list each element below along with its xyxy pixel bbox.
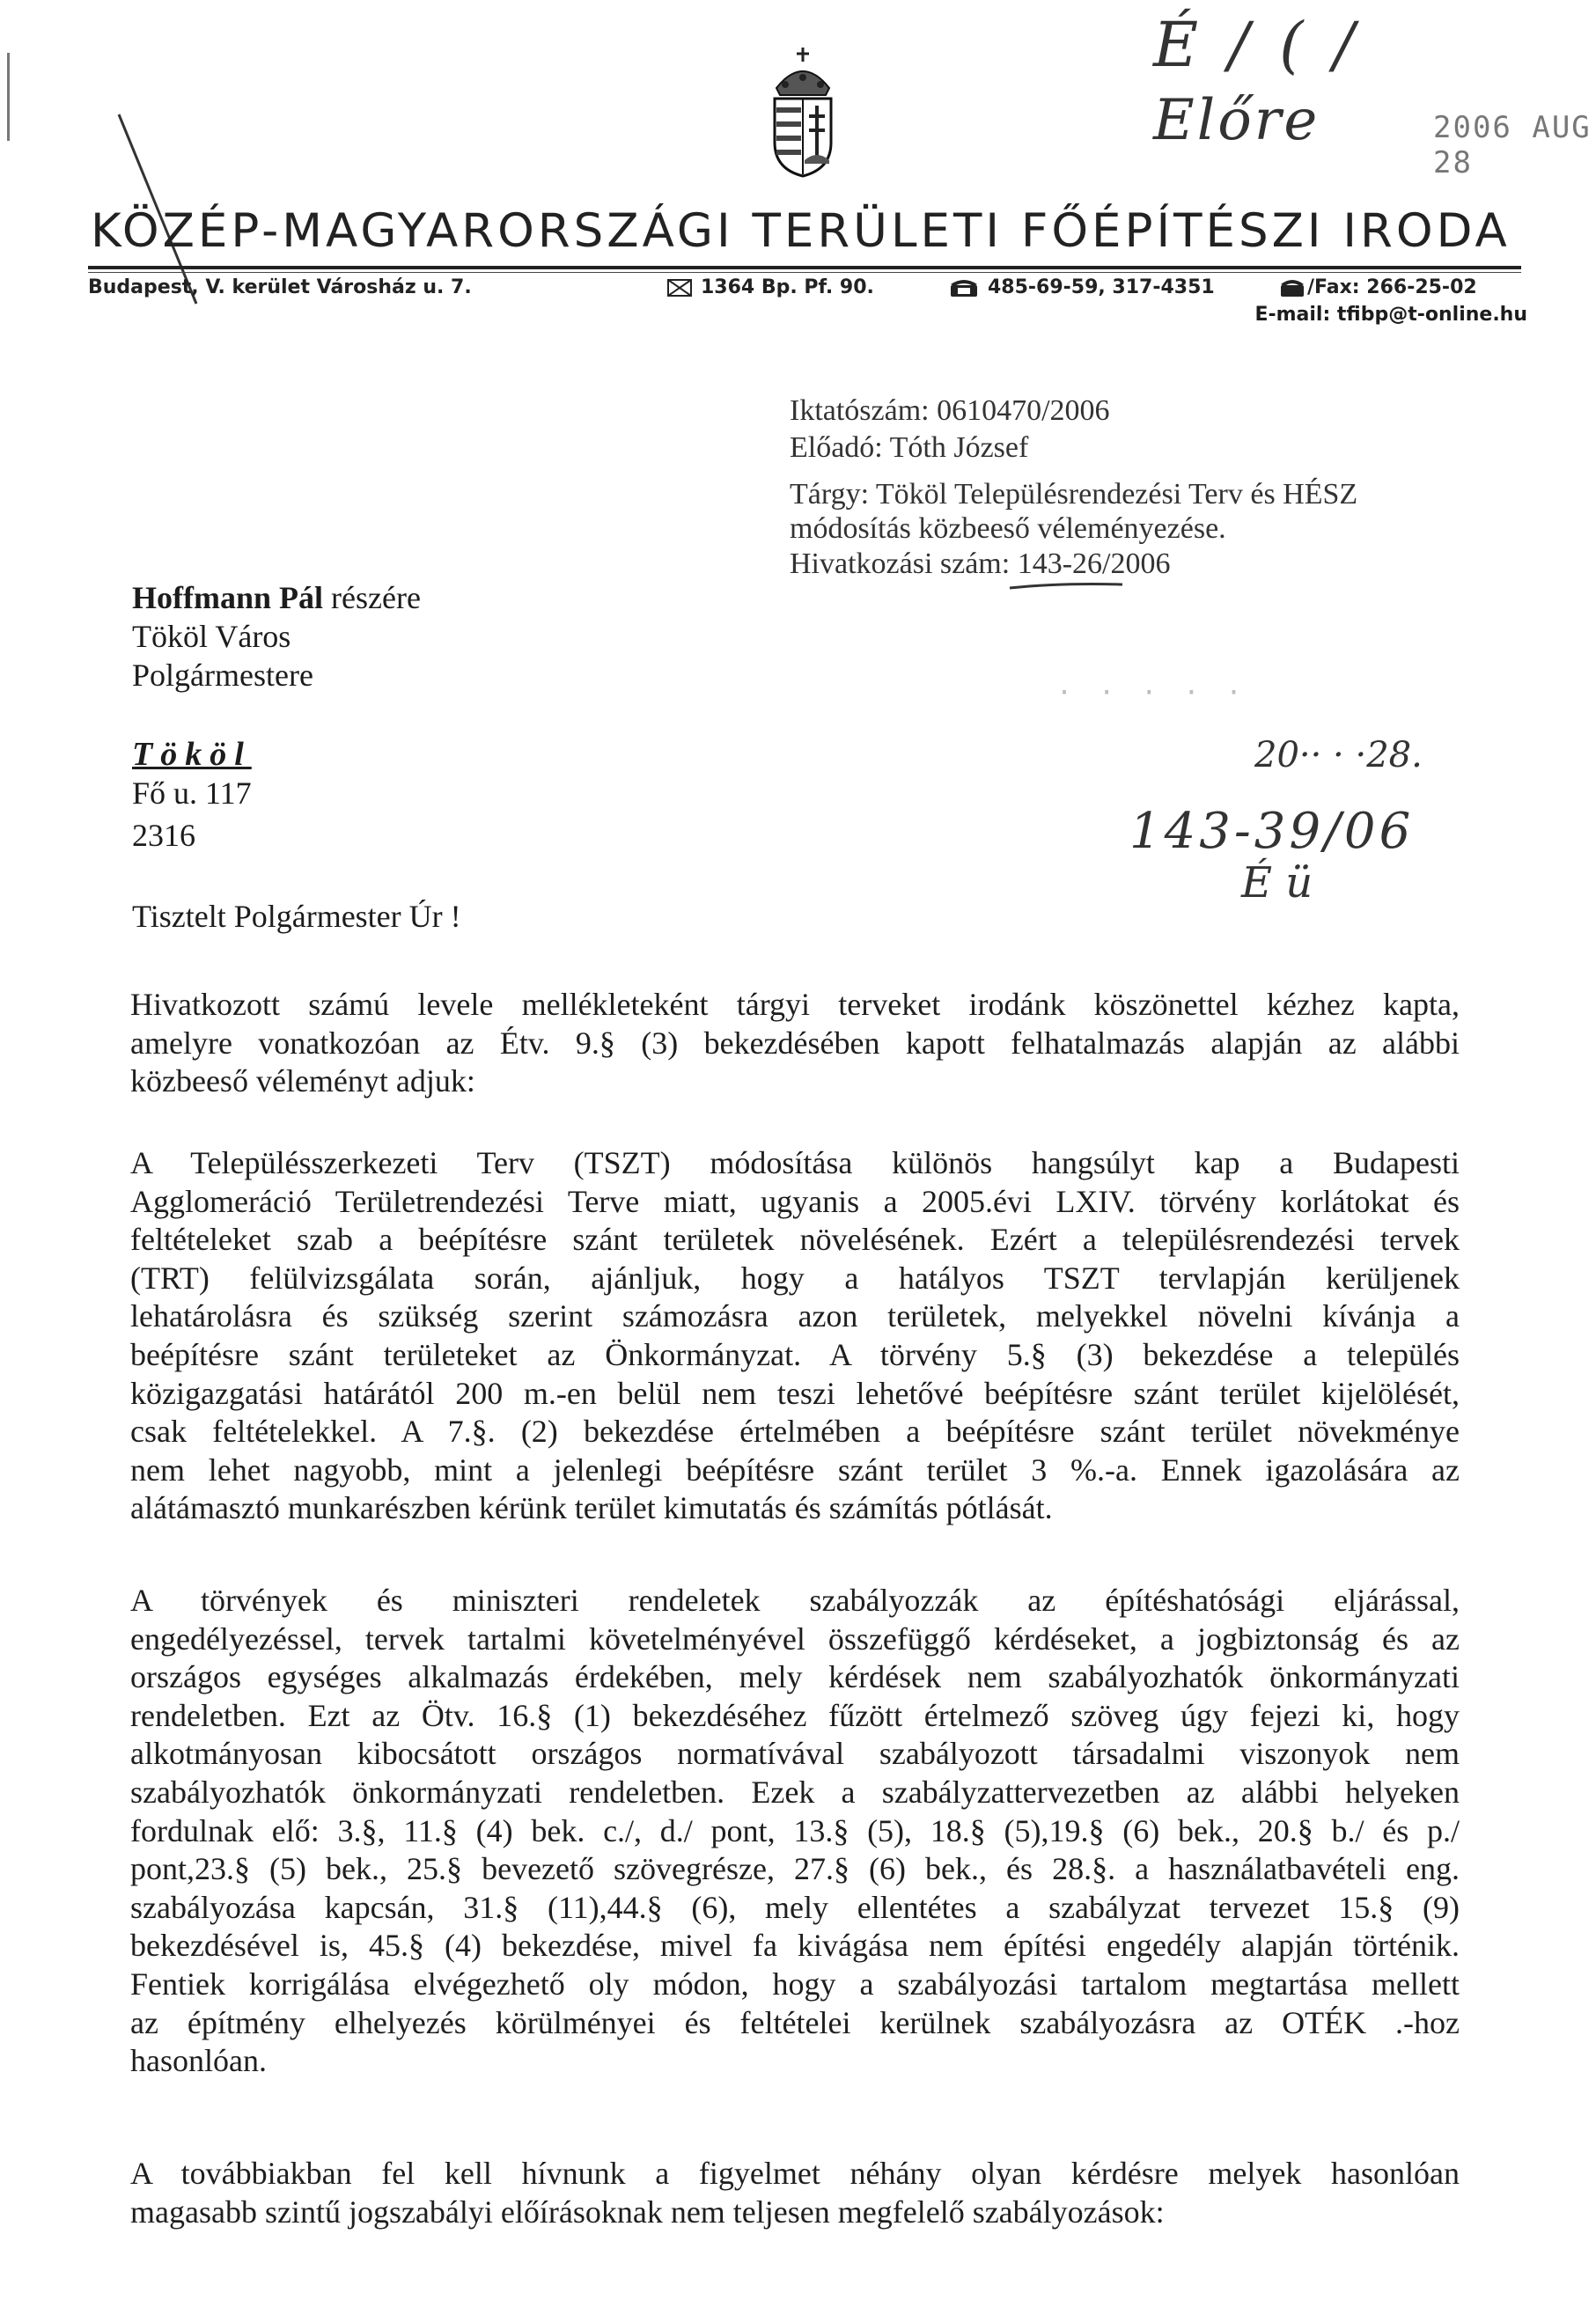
paragraph-line: A továbbiakban fel kell hívnunk a figyelmet néhány olyan kérdésre melyek hasonlóan: [130, 2156, 1460, 2191]
paragraph-line: A Településszerkezeti Terv (TSZT) módosítása különös hangsúlyt kap a Budapesti: [130, 1145, 1460, 1180]
envelope-icon: [667, 279, 692, 297]
email-address: E-mail: tfibp@t-online.hu: [1254, 304, 1527, 326]
addressee-name: [132, 579, 421, 616]
registration-number: 143-39/06: [1129, 803, 1415, 860]
paragraph-line: magasabb szintű jogszabályi előírásoknak nem teljesen megfelelő szabályozások:: [130, 2193, 1165, 2230]
paragraph-line: pont,23.§ (5) bek., 25.§ bevezető szövegrésze, 27.§ (6) bek., és 28.§. a használatbavételi eng.: [130, 1851, 1460, 1887]
paragraph-line: csak feltételekkel. A 7.§. (2) bekezdése értelmében a beépítésre szánt terület növekménye: [130, 1414, 1460, 1450]
subject-line-1: Tárgy: Tököl Településrendezési Terv és HÉSZ: [790, 478, 1358, 511]
paragraph-line: bekezdésével is, 45.§ (4) bekezdése, mivel fa kivágása nem építési engedély alapján történik.: [130, 1928, 1460, 1964]
addressee-zip: 2316: [132, 818, 195, 853]
paragraph-line: amelyre vonatkozóan az Étv. 9.§ (3) bekezdésében kapott felhatalmazás alapján az alábbi: [130, 1025, 1460, 1061]
date-stamp: 2006 AUG 28: [1433, 110, 1592, 180]
paragraph-line: Hivatkozott számú levele mellékleteként tárgyi terveket irodánk köszönettel kézhez kapta,: [130, 987, 1460, 1022]
paragraph-line: Fentiek korrigálása elvégezhető oly módon, hogy a szabályozási tartalom megtartása mellett: [130, 1966, 1460, 2002]
po-box: [667, 276, 874, 298]
reference-number: Hivatkozási szám: 143-26/2006: [790, 547, 1171, 580]
handwritten-note-1: É / ( /: [1153, 9, 1360, 81]
phone-numbers: [949, 276, 1215, 298]
paragraph-line: lehatárolásra és szükség szerint számozásra azon területek, melyekkel növelni kívánja a: [130, 1298, 1460, 1334]
clerk: Előadó: Tóth József: [790, 431, 1029, 464]
faint-stamp-text: · · · · ·: [1056, 678, 1247, 709]
paragraph-line: fordulnak elő: 3.§, 11.§ (4) bek. c./, d./ pont, 13.§ (5), 18.§ (5),19.§ (6) bek., 20.§ b./ és p./: [130, 1812, 1460, 1848]
file-number: Iktatószám: 0610470/2006: [790, 394, 1110, 427]
margin-mark: [7, 53, 10, 141]
paragraph-line: Agglomeráció Területrendezési Terve miatt, ugyanis a 2005.évi LXIV. törvény korlátokat és: [130, 1183, 1460, 1219]
addressee-name-bold: Hoffmann Pál: [132, 580, 324, 615]
paragraph-3: [130, 1582, 1460, 2081]
office-address: Budapest, V. kerület Városház u. 7.: [88, 276, 472, 298]
header-rule: [88, 266, 1521, 269]
paragraph-line: A törvények és miniszteri rendeletek szabályozzák az építéshatósági eljárással,: [130, 1583, 1460, 1618]
pen-underline: [1008, 579, 1127, 592]
paragraph-line: szabályozása kapcsán, 31.§ (11),44.§ (6), mely ellentétes a szabályzat tervezet 15.§ (9): [130, 1889, 1460, 1925]
paragraph-line: alkotmányosan kibocsátott országos normatívával szabályozott társadalmi viszonyok nem: [130, 1736, 1460, 1772]
subject-line-2: módosítás közbeeső véleményezése.: [790, 512, 1226, 545]
paragraph-line: hasonlóan.: [130, 2043, 267, 2079]
office-title: KÖZÉP-MAGYARORSZÁGI TERÜLETI FŐÉPÍTÉSZI IRODA: [91, 204, 1511, 258]
paragraph-line: engedélyezéssel, tervek tartalmi követelményével összefüggő kérdéseket, a jogbiztonság és az: [130, 1620, 1460, 1657]
addressee-city: Tököl: [132, 736, 252, 773]
addressee-title: Polgármestere: [132, 658, 313, 693]
paragraph-line: nem lehet nagyobb, mint a jelenlegi beépítésre szánt terület 3 %.-a. Ennek igazolására az: [130, 1451, 1460, 1488]
paragraph-line: országos egységes alkalmazás érdekében, mely kérdések nem szabályozhatók önkormányzati: [130, 1659, 1460, 1695]
paragraph-line: szabályozhatók önkormányzati rendeletben. Ezek a szabályzattervezetben az alábbi helyeken: [130, 1774, 1460, 1810]
paragraph-1: [130, 986, 1460, 1101]
po-box-text: 1364 Bp. Pf. 90.: [701, 276, 874, 298]
paragraph-line: (TRT) felülvizsgálata során, ajánljuk, hogy a hatályos TSZT tervlapján kerüljenek: [130, 1260, 1460, 1296]
paragraph-line: beépítésre szánt területeket az Önkormányzat. A törvény 5.§ (3) bekezdése a település: [130, 1336, 1460, 1372]
phone-text: 485-69-59, 317-4351: [988, 276, 1215, 298]
paragraph-line: alátámasztó munkarészben kérünk terület kimutatás és számítás pótlását.: [130, 1490, 1053, 1526]
coat-of-arms: [768, 46, 838, 178]
fax-icon: [1279, 277, 1305, 298]
addressee-town: Tököl Város: [132, 619, 291, 654]
phone-icon: [949, 277, 979, 298]
header-rule-thin: [88, 272, 1521, 273]
addressee-name-suffix: részére: [323, 580, 421, 615]
paragraph-2: [130, 1144, 1460, 1528]
fax-text: /Fax: 266-25-02: [1307, 276, 1477, 298]
paragraph-line: rendeletben. Ezt az Ötv. 16.§ (1) bekezdéséhez fűzött értelmező szöveg úgy fejezi ki, hogy: [130, 1697, 1460, 1733]
paragraph-line: az építmény elhelyezés körülményei és feltételei kerülnek szabályozásra az OTÉK .-hoz: [130, 2004, 1460, 2040]
received-date: 20·· · ·28.: [1254, 735, 1423, 775]
received-initials: É ü: [1241, 858, 1313, 908]
paragraph-line: közigazgatási határától 200 m.-en belül nem teszi lehetővé beépítésre szánt terület kijelölését,: [130, 1375, 1460, 1411]
paragraph-4: [130, 2155, 1460, 2231]
paragraph-line: közbeeső véleményt adjuk:: [130, 1063, 475, 1099]
handwritten-note-2: Előre: [1153, 88, 1320, 153]
addressee-street: Fő u. 117: [132, 775, 252, 811]
salutation: Tisztelt Polgármester Úr !: [132, 899, 461, 934]
fax-number: [1279, 276, 1477, 298]
paragraph-line: feltételeket szab a beépítésre szánt területek növelésének. Ezért a településrendezési tervek: [130, 1222, 1460, 1258]
